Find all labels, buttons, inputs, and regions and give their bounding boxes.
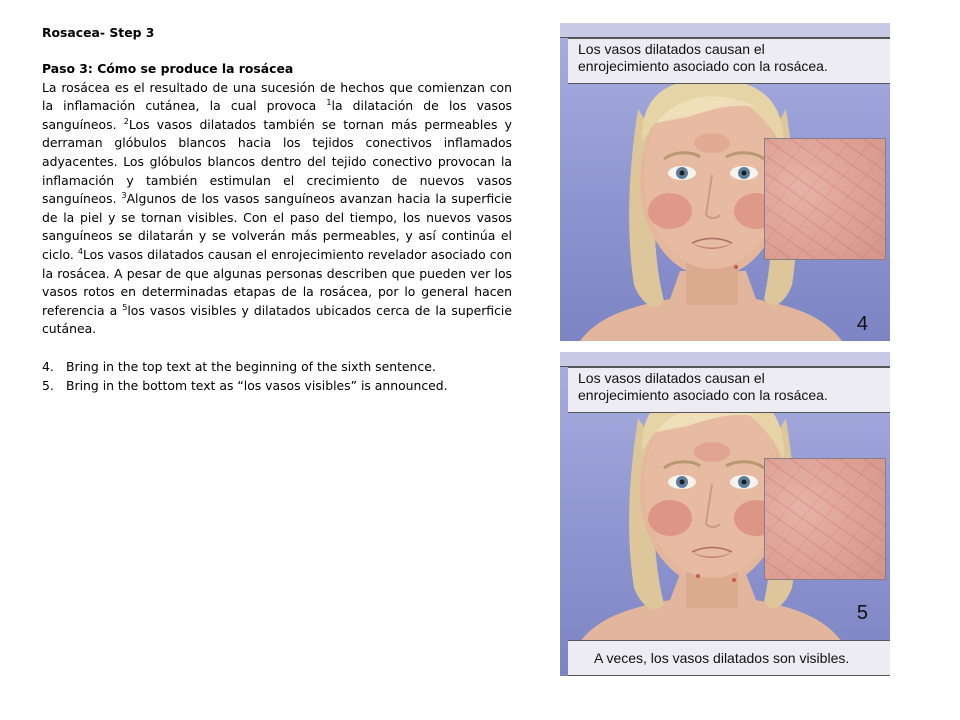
note-text: Bring in the bottom text as “los vasos visibles” is announced. xyxy=(66,377,448,393)
note-number: 5. xyxy=(42,377,54,393)
bottom-caption: A veces, los vasos dilatados son visibles. xyxy=(568,640,890,676)
top-caption xyxy=(568,38,890,84)
slide-header-strip xyxy=(560,23,890,38)
slide-number: 4 xyxy=(856,313,868,335)
note-number: 4. xyxy=(42,358,54,374)
caption-line: enrojecimiento asociado con la rosácea. xyxy=(578,387,828,403)
spacer xyxy=(42,42,512,60)
script-text-column xyxy=(42,24,512,395)
reference-number: 2 xyxy=(123,116,129,126)
paragraph-text: los vasos visibles y dilatados ubicados cerca de la superficie cutánea. xyxy=(42,302,512,337)
step-heading: Paso 3: Cómo se produce la rosácea xyxy=(42,61,294,76)
production-notes xyxy=(42,358,512,395)
caption-line: enrojecimiento asociado con la rosácea. xyxy=(578,58,828,74)
slide-title: Rosacea- Step 3 xyxy=(42,25,155,40)
caption-line: Los vasos dilatados causan el xyxy=(578,41,765,57)
reference-number: 3 xyxy=(121,191,127,201)
note-text: Bring in the top text at the beginning of the sixth sentence. xyxy=(66,358,436,374)
slide-5-panel xyxy=(560,352,890,676)
paragraph-text: La rosácea es el resultado de una sucesión de hechos que comienzan con la inflamación cutánea, la cual provoca xyxy=(42,79,512,114)
skin-closeup-inset xyxy=(764,458,886,580)
slide-4-panel xyxy=(560,23,890,341)
paragraph-text: Los vasos dilatados causan el enrojecimiento revelador asociado con la rosácea. A pesar de que algunas personas describen que pueden ver los vasos rotos en determinadas etapas de la rosácea, por lo general hacen referencia a xyxy=(42,246,513,318)
slide-number: 5 xyxy=(856,602,868,624)
skin-closeup-inset xyxy=(764,138,886,260)
caption-line: Los vasos dilatados causan el xyxy=(578,370,765,386)
body-paragraph xyxy=(42,79,512,339)
reference-number: 5 xyxy=(122,302,128,312)
top-caption xyxy=(568,367,890,413)
paragraph-text: Algunos de los vasos sanguíneos avanzan hacia la superficie de la piel y se tornan visibles. Con el paso del tiempo, los nuevos vasos sanguíneos se dilatarán y se volverán más permeables, y así continúa el ciclo. xyxy=(42,191,513,262)
paragraph-text: la dilatación de los vasos sanguíneos. xyxy=(42,98,512,132)
note-item xyxy=(42,358,512,377)
reference-number: 1 xyxy=(326,98,332,108)
reference-number: 4 xyxy=(77,246,83,256)
note-item xyxy=(42,377,512,396)
paragraph-text: Los vasos dilatados también se tornan más permeables y derraman glóbulos blancos hacia los tejidos conectivos inflamados adyacentes. Los glóbulos blancos dentro del tejido conectivo provocan la inflamación y también estimulan el crecimiento de nuevos vasos sanguíneos. xyxy=(42,116,512,207)
slide-header-strip xyxy=(560,352,890,367)
